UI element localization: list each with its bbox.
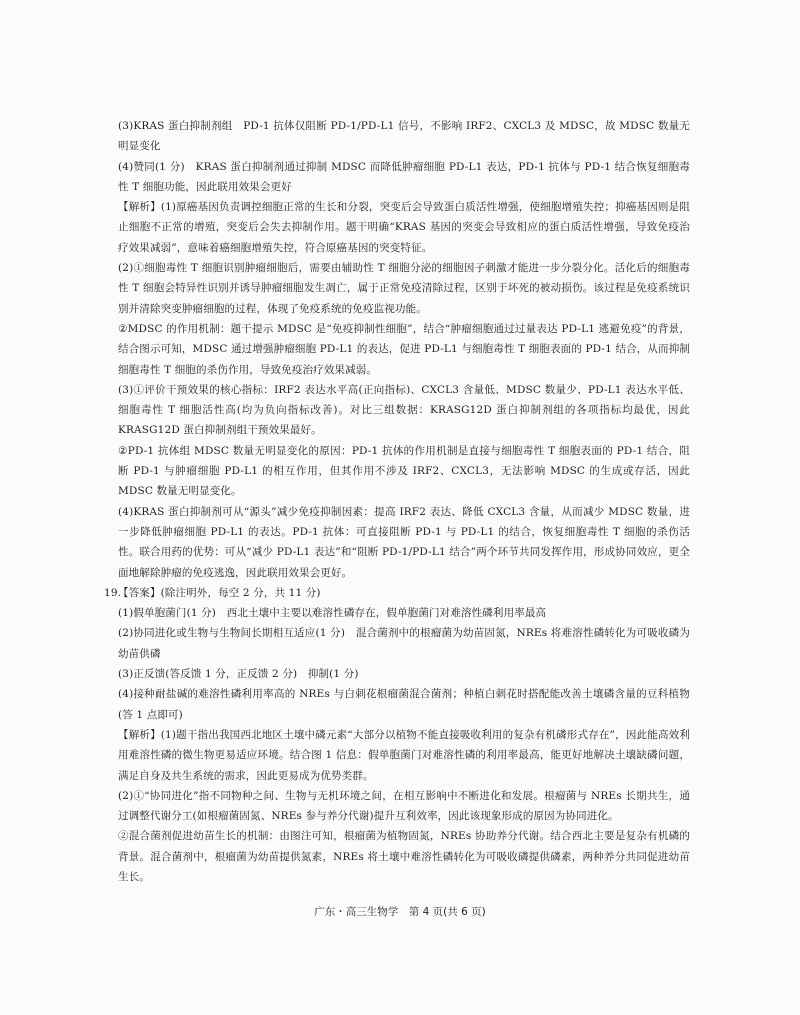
analysis-q19-2-2: ②混合菌剂促进幼苗生长的机制：由图注可知，根瘤菌为植物固氮，NREs 协助养分代谢。结合西北主要是复杂有机磷的背景。混合菌剂中，根瘤菌为幼苗提供氮素，NREs 将土壤中难溶性磷转化为可吸收磷提供磷素，两种养分共同促进幼苗生长。 [118,830,690,883]
analysis-q18-2-2: ②MDSC 的作用机制：题干提示 MDSC 是“免疫抑制性细胞”，结合“肿瘤细胞通过过量表达 PD-L1 逃避免疫”的背景，结合图示可知，MDSC 通过增强肿瘤细胞 PD-L1 的表达，促进 PD-L1 与细胞毒性 T 细胞表面的 PD-1 结合，从而抑制细胞毒性 T 细胞的杀伤作用，导致免疫治疗效果减弱。 [118,322,691,376]
answer-q18-3: (3)KRAS 蛋白抑制剂组 PD-1 抗体仅阻断 PD-1/PD-L1 信号，不影响 IRF2、CXCL3 及 MDSC，故 MDSC 数量无明显变化 [118,120,690,153]
page-footer: 广东・高三生物学 第 4 页(共 6 页) [314,906,486,918]
answer-q19-3: (3)正反馈(答反馈 1 分，正反馈 2 分) 抑制(1 分) [118,668,359,681]
question-number: 19. [104,586,122,599]
analysis-q18-3-1: (3)①评价干预效果的核心指标：IRF2 表达水平高(正向指标)、CXCL3 含量低、MDSC 数量少、PD-L1 表达水平低、细胞毒性 T 细胞活性高(均为负向指标改善)。对比三组数据：KRASG12D 蛋白抑制剂组的各项指标均最优，因此 KRASG12D 蛋白抑制剂组干预效果最好。 [118,383,690,437]
answer-q19-4: (4)接种耐盐碱的难溶性磷利用率高的 NREs 与白刺花根瘤菌混合菌剂；种植白刺花时搭配能改善土壤磷含量的豆科植物(答 1 点即可) [118,688,690,721]
answer-q19-2: (2)协同进化或生物与生物间长期相互适应(1 分) 混合菌剂中的根瘤菌为幼苗固氮，NREs 将难溶性磷转化为可吸收磷为幼苗供磷 [118,627,690,660]
analysis-q19-1: 【解析】(1)题干指出我国西北地区土壤中磷元素“大部分以植物不能直接吸收利用的复杂有机磷形式存在”，因此能高效利用难溶性磷的微生物更易适应环境。结合图 1 信息：假单胞菌门对难溶性磷的利用率最高，能更好地解决土壤缺磷问题，满足自身及共生系统的需求，因此更易成为优势类群。 [118,728,690,782]
analysis-q18-3-2: ②PD-1 抗体组 MDSC 数量无明显变化的原因：PD-1 抗体的作用机制是直接与细胞毒性 T 细胞表面的 PD-1 结合，阻断 PD-1 与肿瘤细胞 PD-L1 的相互作用，但其作用不涉及 IRF2、CXCL3，无法影响 MDSC 的生成或存活，因此 MDSC 数量无明显变化。 [118,444,690,498]
answer-q19-1: (1)假单胞菌门(1 分) 西北土壤中主要以难溶性磷存在，假单胞菌门对难溶性磷利用率最高 [118,607,547,620]
answer-content [104,116,691,887]
answer-q18-4: (4)赞同(1 分) KRAS 蛋白抑制剂通过抑制 MDSC 而降低肿瘤细胞 PD-L1 表达，PD-1 抗体与 PD-1 结合恢复细胞毒性 T 细胞功能，因此联用效果会更好 [118,160,690,193]
analysis-q18-2-1: (2)①细胞毒性 T 细胞识别肿瘤细胞后，需要由辅助性 T 细胞分泌的细胞因子刺激才能进一步分裂分化。活化后的细胞毒性 T 细胞会特异性识别并诱导肿瘤细胞发生凋亡，属于正常免疫清除过程，区别于坏死的被动损伤。该过程是免疫系统识别并清除突变肿瘤细胞的过程，体现了免疫系统的免疫监视功能。 [118,262,690,315]
question-19 [104,583,690,887]
analysis-q18-4: (4)KRAS 蛋白抑制剂可从“源头”减少免疫抑制因素：提高 IRF2 表达、降低 CXCL3 含量，从而减少 MDSC 数量，进一步降低肿瘤细胞 PD-L1 的表达。PD-1 抗体：可直接阻断 PD-1 与 PD-L1 的结合，恢复细胞毒性 T 细胞的杀伤活性。联合用药的优势：可从“减少 PD-L1 表达”和“阻断 PD-1/PD-L1 结合”两个环节共同发挥作用，形成协同效应，更全面地解除肿瘤的免疫逃逸，因此联用效果会更好。 [118,505,690,579]
analysis-q19-2-1: (2)①“协同进化”指不同物种之间、生物与无机环境之间，在相互影响中不断进化和发展。根瘤菌与 NREs 长期共生，通过调整代谢分工(如根瘤菌固氮、NREs 参与养分代谢)提升互利效率，因此该现象形成的原因为协同进化。 [118,789,690,823]
analysis-q18-1: 【解析】(1)原癌基因负责调控细胞正常的生长和分裂，突变后会导致蛋白质活性增强，使细胞增殖失控；抑癌基因则是阻止细胞不正常的增殖，突变后会失去抑制作用。题干明确“KRAS 基因的突变会导致相应的蛋白质活性增强，导致免疫治疗效果减弱”，意味着癌细胞增殖失控，符合原癌基因的突变特征。 [118,201,690,254]
answer-heading: 【答案】(除注明外，每空 2 分，共 11 分) [118,586,321,599]
